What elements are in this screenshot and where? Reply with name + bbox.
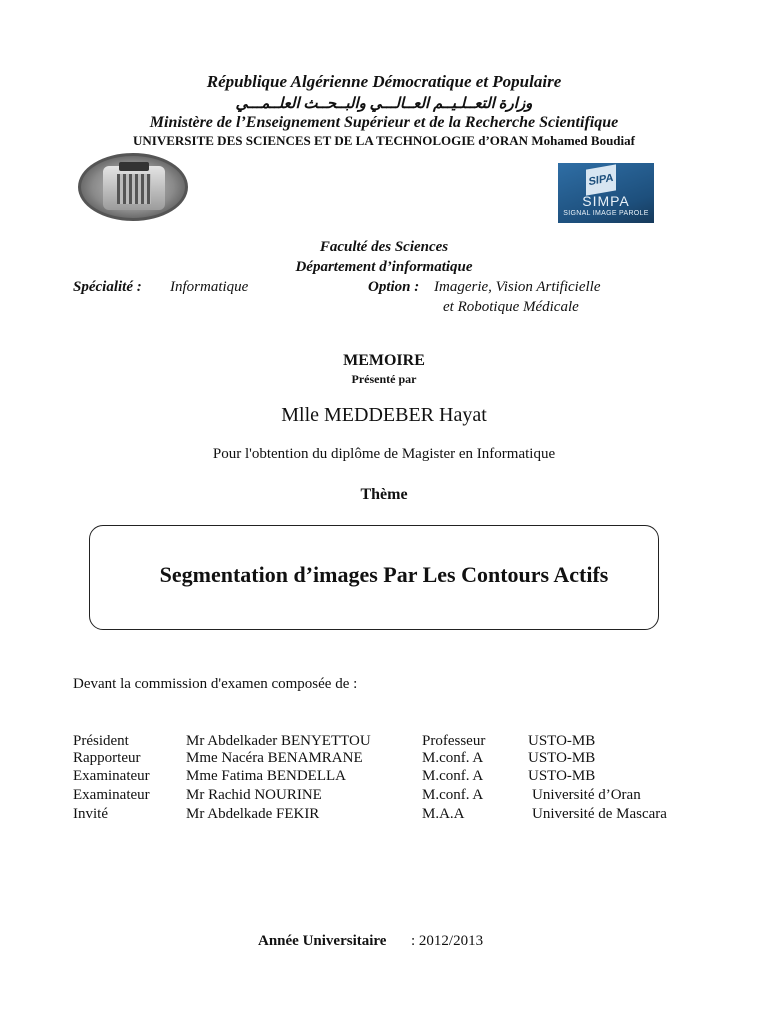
option-label: Option : <box>368 279 420 295</box>
jury-role: Invité <box>73 806 108 822</box>
jury-institution: Université de Mascara <box>532 806 667 822</box>
usto-logo <box>78 153 188 221</box>
jury-role: Examinateur <box>73 768 150 784</box>
jury-member-name: Mme Fatima BENDELLA <box>186 768 346 784</box>
jury-role: Rapporteur <box>73 750 141 766</box>
jury-member-name: Mme Nacéra BENAMRANE <box>186 750 363 766</box>
jury-member-name: Mr Abdelkade FEKIR <box>186 806 320 822</box>
ministry-heading: Ministère de l’Enseignement Supérieur et de la Recherche Scientifique <box>149 114 619 131</box>
academic-year-label: Année Universitaire <box>258 933 387 949</box>
academic-year-value: : 2012/2013 <box>411 933 484 949</box>
jury-institution: Université d’Oran <box>532 787 641 803</box>
jury-institution: USTO-MB <box>528 750 596 766</box>
jury-member-name: Mr Abdelkader BENYETTOU <box>186 733 371 749</box>
specialite-label: Spécialité : <box>73 279 142 295</box>
jury-role: Examinateur <box>73 787 150 803</box>
simpa-logo-name: SIMPA <box>582 193 630 209</box>
memoire-heading: MEMOIRE <box>343 352 425 369</box>
arabic-ministry-heading: وزارة التعــلـيــم العــالـــي والبــحــث العلــمـــي <box>235 96 533 112</box>
faculty: Faculté des Sciences <box>319 239 449 255</box>
jury-role: Président <box>73 733 129 749</box>
university-heading: UNIVERSITE DES SCIENCES ET DE LA TECHNOLOGIE d’ORAN Mohamed Boudiaf <box>133 133 635 148</box>
simpa-logo-subtitle: SIGNAL IMAGE PAROLE <box>563 210 649 217</box>
specialite-value: Informatique <box>170 279 249 295</box>
simpa-logo-badge: SIPA <box>586 164 616 195</box>
republic-heading: République Algérienne Démocratique et Populaire <box>206 72 562 91</box>
jury-grade: M.conf. A <box>422 768 484 784</box>
jury-institution: USTO-MB <box>528 768 596 784</box>
thesis-title: Segmentation d’images Par Les Contours Actifs <box>159 562 609 587</box>
jury-grade: Professeur <box>422 733 486 749</box>
jury-grade: M.A.A <box>422 806 465 822</box>
diploma-statement: Pour l'obtention du diplôme de Magister en Informatique <box>212 446 556 462</box>
jury-member-name: Mr Rachid NOURINE <box>186 787 322 803</box>
jury-grade: M.conf. A <box>422 787 484 803</box>
simpa-logo <box>558 163 654 223</box>
department: Département d’informatique <box>295 259 473 275</box>
presente-par: Présenté par <box>351 372 417 386</box>
author-name: Mlle MEDDEBER Hayat <box>281 404 487 426</box>
option-value-line2: et Robotique Médicale <box>443 299 579 315</box>
jury-institution: USTO-MB <box>528 733 596 749</box>
commission-intro: Devant la commission d'examen composée de : <box>73 676 358 692</box>
theme-label: Thème <box>360 486 408 503</box>
option-value-line1: Imagerie, Vision Artificielle <box>434 279 601 295</box>
jury-grade: M.conf. A <box>422 750 484 766</box>
